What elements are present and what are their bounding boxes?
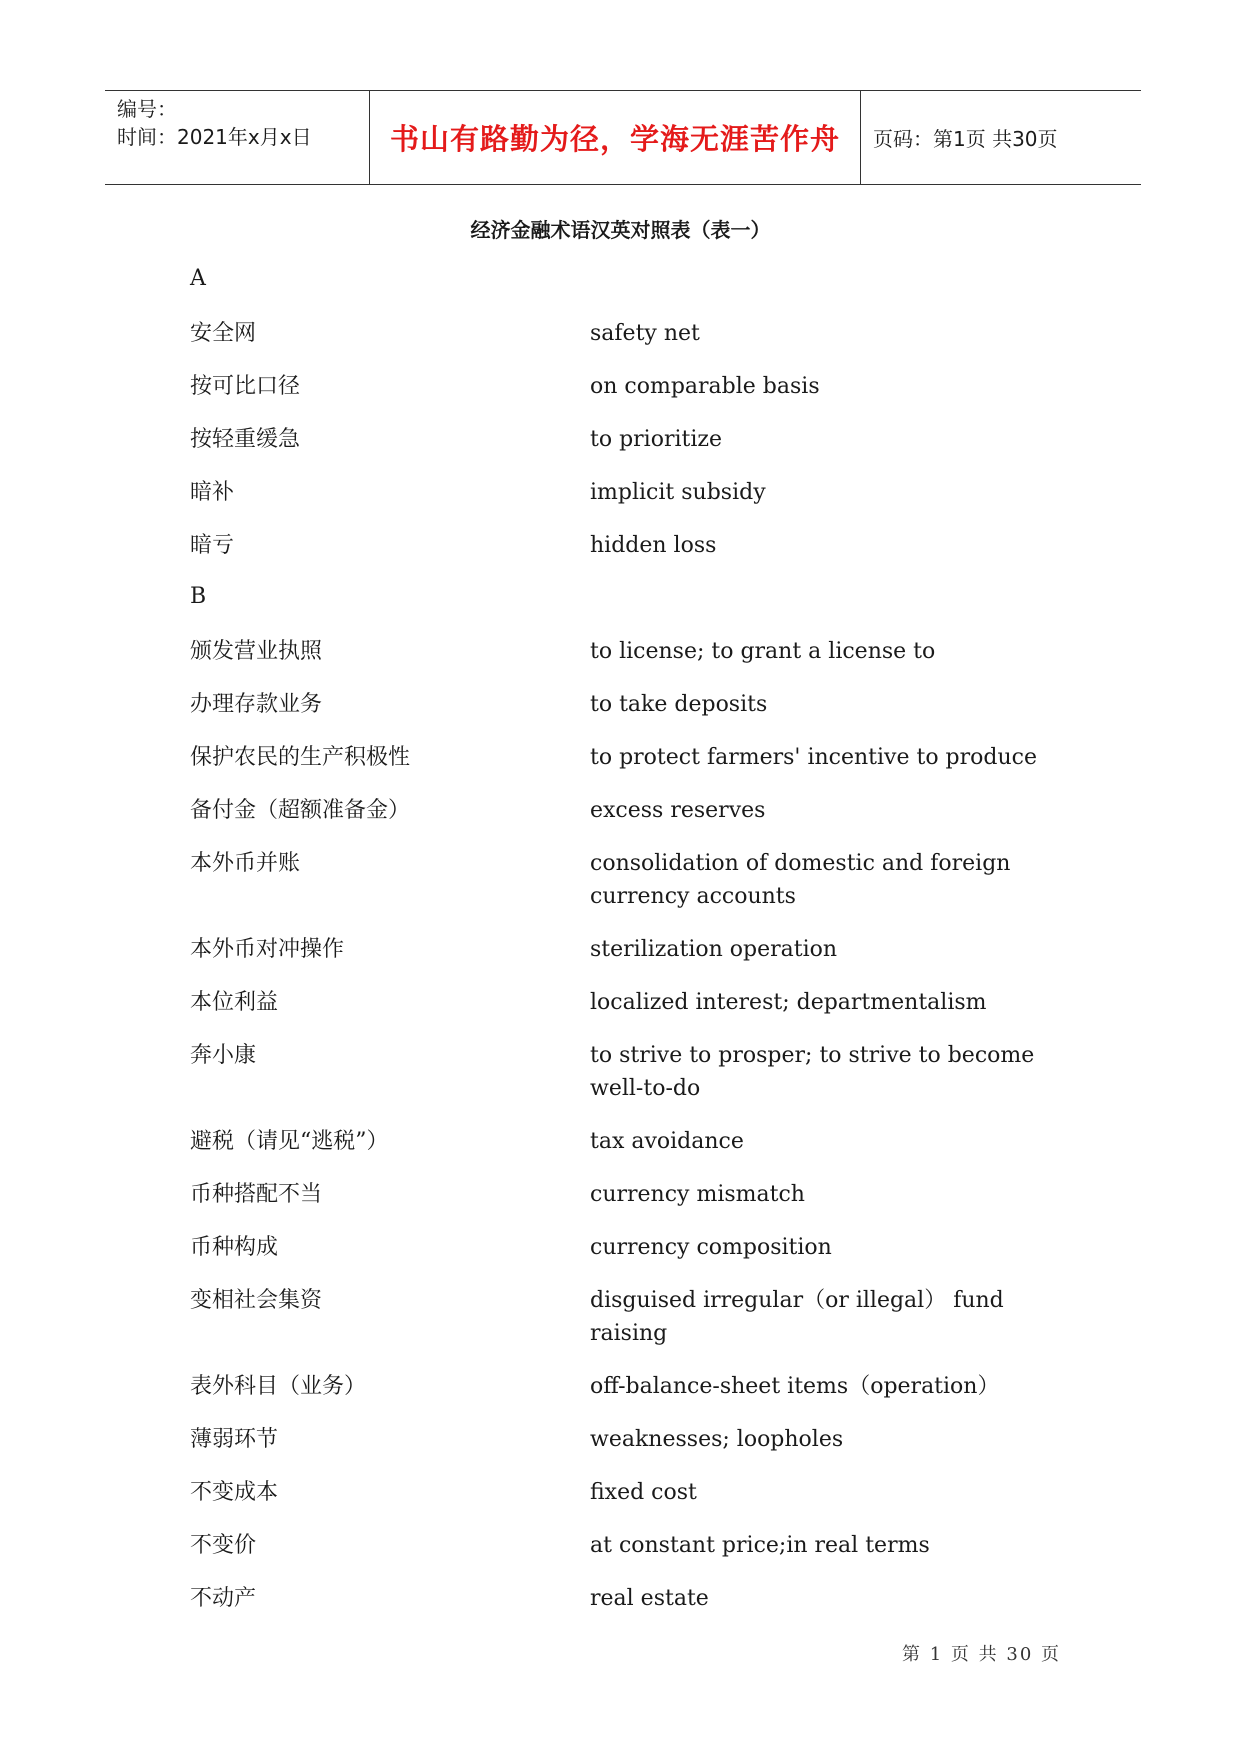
- term-en: localized interest; departmentalism: [590, 990, 987, 1015]
- header-meta: [105, 91, 370, 184]
- glossary-row: [190, 423, 1070, 476]
- glossary-row: [190, 1178, 1070, 1231]
- term-en: excess reserves: [590, 798, 766, 823]
- page-footer: 第 1 页 共 30 页: [902, 1644, 1061, 1665]
- term-en: off-balance-sheet items（operation）: [590, 1374, 1000, 1399]
- glossary-row: [190, 847, 1070, 933]
- term-zh: 办理存款业务: [190, 692, 323, 717]
- glossary-row: [190, 794, 1070, 847]
- term-zh: 薄弱环节: [190, 1427, 279, 1452]
- term-en: real estate: [590, 1586, 709, 1611]
- term-zh: 颁发营业执照: [190, 639, 323, 664]
- glossary-row: [190, 1284, 1070, 1370]
- glossary-row: [190, 1529, 1070, 1582]
- term-en: to license; to grant a license to: [590, 639, 936, 664]
- term-en: safety net: [590, 321, 700, 346]
- term-en: fixed cost: [590, 1480, 697, 1505]
- glossary-row: [190, 635, 1070, 688]
- document-title: 经济金融术语汉英对照表（表一）: [470, 218, 771, 242]
- time-label: 时间：2021年x月x日: [117, 125, 312, 149]
- page-header: [105, 90, 1141, 185]
- glossary-list: [190, 264, 1070, 1635]
- term-en: consolidation of domestic and foreign currency accounts: [590, 851, 1011, 909]
- glossary-row: [190, 1039, 1070, 1125]
- term-en: weaknesses; loopholes: [590, 1427, 844, 1452]
- glossary-row: [190, 1476, 1070, 1529]
- glossary-row: [190, 1125, 1070, 1178]
- section-letter-b: B: [190, 584, 207, 609]
- number-label: 编号：: [117, 97, 177, 121]
- term-zh: 不动产: [190, 1586, 257, 1611]
- term-zh: 表外科目（业务）: [190, 1374, 367, 1399]
- term-zh: 安全网: [190, 321, 257, 346]
- glossary-row: [190, 741, 1070, 794]
- term-zh: 避税（请见“逃税”）: [190, 1129, 389, 1154]
- term-zh: 暗补: [190, 480, 235, 505]
- term-en: hidden loss: [590, 533, 717, 558]
- header-motto: 书山有路勤为径，学海无涯苦作舟: [370, 91, 861, 184]
- term-zh: 不变价: [190, 1533, 257, 1558]
- term-zh: 按轻重缓急: [190, 427, 301, 452]
- glossary-row: [190, 370, 1070, 423]
- glossary-row: [190, 476, 1070, 529]
- term-en: to prioritize: [590, 427, 722, 452]
- section-letter-a: A: [190, 266, 206, 291]
- term-en: disguised irregular（or illegal） fund raising: [590, 1288, 1004, 1346]
- term-zh: 奔小康: [190, 1043, 257, 1068]
- term-en: to take deposits: [590, 692, 768, 717]
- glossary-row: [190, 933, 1070, 986]
- term-en: currency composition: [590, 1235, 832, 1260]
- term-zh: 按可比口径: [190, 374, 301, 399]
- term-zh: 暗亏: [190, 533, 235, 558]
- term-en: implicit subsidy: [590, 480, 766, 505]
- term-zh: 变相社会集资: [190, 1288, 323, 1313]
- glossary-row: [190, 1582, 1070, 1635]
- term-en: sterilization operation: [590, 937, 838, 962]
- term-zh: 不变成本: [190, 1480, 279, 1505]
- glossary-row: [190, 317, 1070, 370]
- term-en: currency mismatch: [590, 1182, 805, 1207]
- glossary-row: [190, 688, 1070, 741]
- term-en: to strive to prosper; to strive to become well-to-do: [590, 1043, 1035, 1101]
- glossary-row: [190, 1231, 1070, 1284]
- term-en: tax avoidance: [590, 1129, 744, 1154]
- term-zh: 本位利益: [190, 990, 279, 1015]
- term-zh: 本外币并账: [190, 851, 301, 876]
- term-zh: 备付金（超额准备金）: [190, 798, 411, 823]
- term-en: at constant price;in real terms: [590, 1533, 930, 1558]
- glossary-row: [190, 529, 1070, 582]
- term-zh: 币种构成: [190, 1235, 279, 1260]
- term-en: to protect farmers' incentive to produce: [590, 745, 1037, 770]
- glossary-row: [190, 1423, 1070, 1476]
- header-page-info: 页码：第1页 共30页: [873, 127, 1058, 151]
- term-zh: 币种搭配不当: [190, 1182, 323, 1207]
- term-en: on comparable basis: [590, 374, 820, 399]
- term-zh: 本外币对冲操作: [190, 937, 345, 962]
- term-zh: 保护农民的生产积极性: [190, 745, 411, 770]
- glossary-row: [190, 986, 1070, 1039]
- glossary-row: [190, 1370, 1070, 1423]
